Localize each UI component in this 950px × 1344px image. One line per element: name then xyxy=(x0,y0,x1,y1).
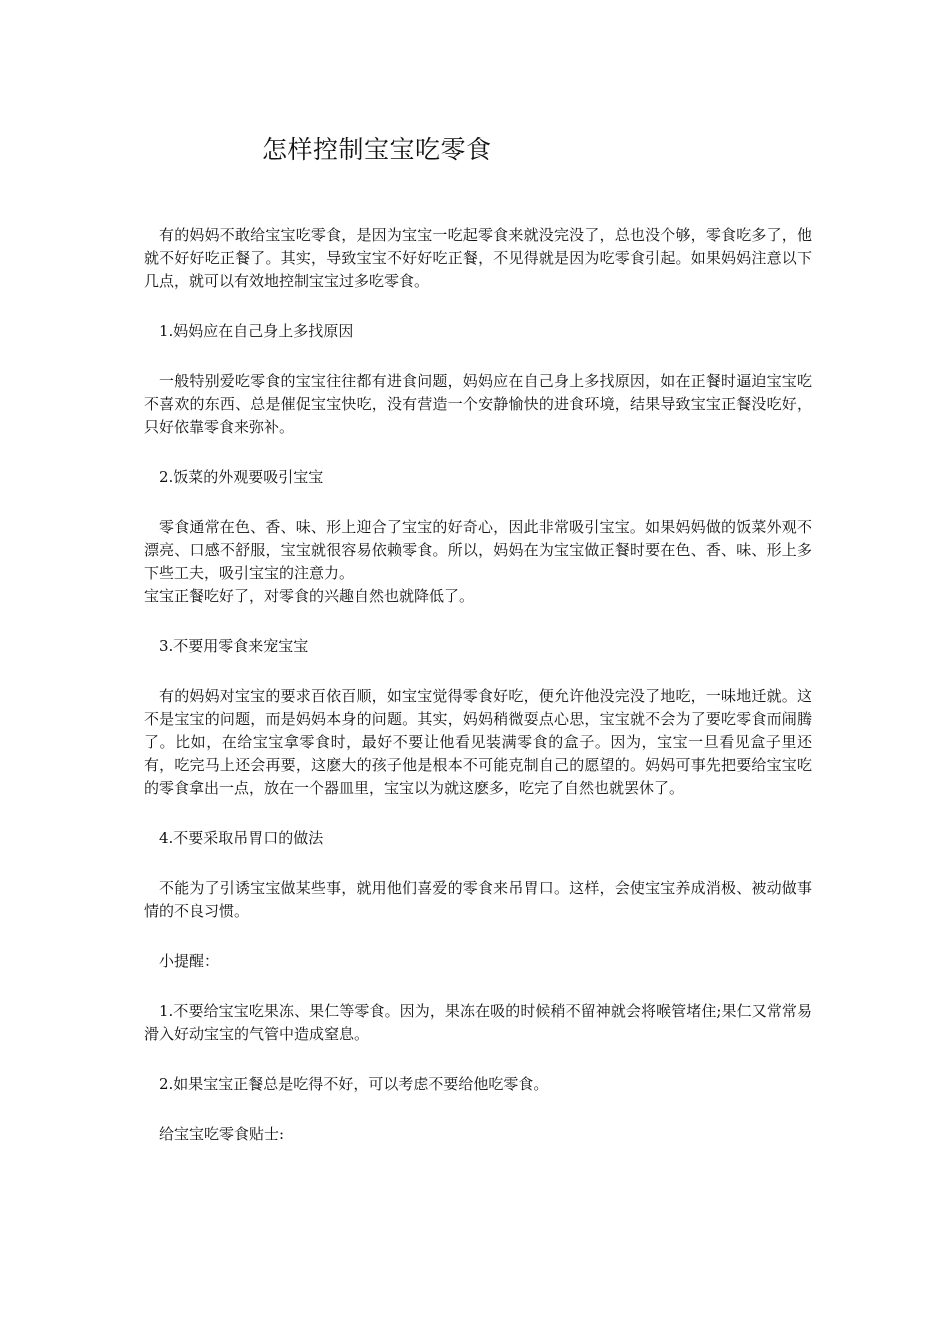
section-heading-2: 2.饭菜的外观要吸引宝宝 xyxy=(159,468,324,486)
tip-item-1: 1.不要给宝宝吃果冻、果仁等零食。因为，果冻在吸的时候稍不留神就会将喉管堵住;果仁又常常易滑入好动宝宝的气管中造成窒息。 xyxy=(144,1002,812,1043)
section-heading-3: 3.不要用零食来宠宝宝 xyxy=(159,637,309,655)
section-paragraph-4: 不能为了引诱宝宝做某些事，就用他们喜爱的零食来吊胃口。这样，会使宝宝养成消极、被动做事情的不良习惯。 xyxy=(144,879,812,920)
document-body xyxy=(144,224,812,1173)
section-paragraph-2-extra: 宝宝正餐吃好了，对零食的兴趣自然也就降低了。 xyxy=(144,587,475,605)
section-paragraph-2: 零食通常在色、香、味、形上迎合了宝宝的好奇心，因此非常吸引宝宝。如果妈妈做的饭菜外观不漂亮、口感不舒服，宝宝就很容易依赖零食。所以，妈妈在为宝宝做正餐时要在色、香、味、形上多下些工夫，吸引宝宝的注意力。 xyxy=(144,518,812,582)
section-heading-4: 4.不要采取吊胃口的做法 xyxy=(159,829,324,847)
tip-item-2: 2.如果宝宝正餐总是吃得不好，可以考虑不要给他吃零食。 xyxy=(159,1075,549,1093)
section-paragraph-1: 一般特别爱吃零食的宝宝往往都有进食问题，妈妈应在自己身上多找原因，如在正餐时逼迫宝宝吃不喜欢的东西、总是催促宝宝快吃，没有营造一个安静愉快的进食环境，结果导致宝宝正餐没吃好，只好依靠零食来弥补。 xyxy=(144,372,812,436)
snack-tips-heading: 给宝宝吃零食贴士: xyxy=(159,1125,285,1143)
section-paragraph-3: 有的妈妈对宝宝的要求百依百顺，如宝宝觉得零食好吃，便允许他没完没了地吃，一味地迁就。这不是宝宝的问题，而是妈妈本身的问题。其实，妈妈稍微耍点心思，宝宝就不会为了要吃零食而闹腾了。比如，在给宝宝拿零食时，最好不要让他看见装满零食的盒子。因为，宝宝一旦看见盒子里还有，吃完马上还会再要，这麽大的孩子他是根本不可能克制自己的愿望的。妈妈可事先把要给宝宝吃的零食拿出一点，放在一个器皿里，宝宝以为就这麽多，吃完了自然也就罢休了。 xyxy=(144,687,812,797)
section-heading-1: 1.妈妈应在自己身上多找原因 xyxy=(159,322,354,340)
intro-paragraph: 有的妈妈不敢给宝宝吃零食，是因为宝宝一吃起零食来就没完没了，总也没个够，零食吃多了，他就不好好吃正餐了。其实，导致宝宝不好好吃正餐，不见得就是因为吃零食引起。如果妈妈注意以下几点，就可以有效地控制宝宝过多吃零食。 xyxy=(144,226,812,290)
document-title: 怎样控制宝宝吃零食 xyxy=(262,135,492,164)
tips-heading: 小提醒： xyxy=(159,952,220,970)
